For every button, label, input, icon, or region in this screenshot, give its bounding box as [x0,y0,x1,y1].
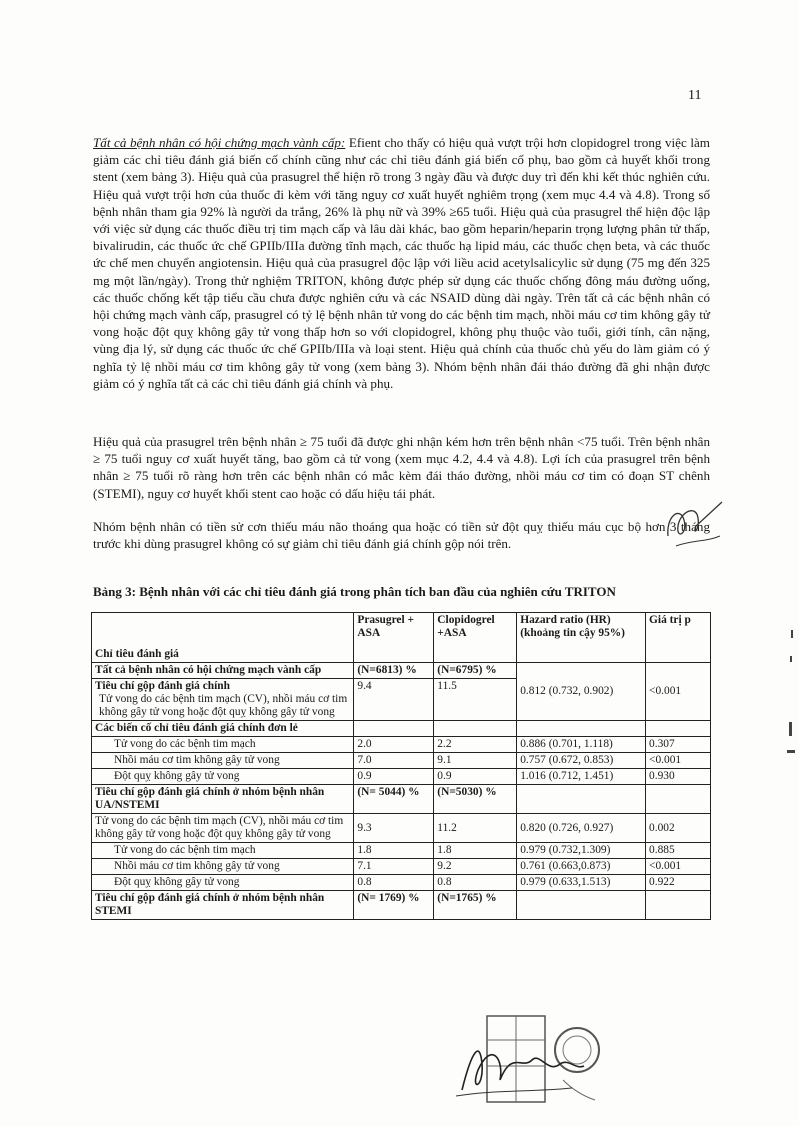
table-row [92,875,711,891]
table-row [92,737,711,753]
cell-hazard-ratio: 0.761 (0.663,0.873) [517,859,646,875]
handwritten-initials [662,496,732,554]
cell-hazard-ratio: 0.812 (0.732, 0.902) [517,663,646,721]
cell-clopidogrel [434,721,517,737]
table-row [92,859,711,875]
cell-hazard-ratio [517,721,646,737]
paragraph-lead: Tất cả bệnh nhân có hội chứng mạch vành cấp: [93,135,346,150]
row-label: Tất cả bệnh nhân có hội chứng mạch vành cấp [92,663,354,679]
cell-prasugrel: (N=6813) % [354,663,434,679]
cell-prasugrel: 7.1 [354,859,434,875]
row-label: Tử vong do các bệnh tim mạch [92,843,354,859]
cell-prasugrel: 9.3 [354,814,434,843]
header-endpoint: Chỉ tiêu đánh giá [92,613,354,663]
cell-p-value: <0.001 [646,753,711,769]
cell-p-value: 0.930 [646,769,711,785]
table-row [92,769,711,785]
cell-p-value: <0.001 [646,859,711,875]
cell-p-value: 0.307 [646,737,711,753]
row-label: Nhồi máu cơ tim không gây tử vong [92,859,354,875]
row-label-main: Tiêu chí gộp đánh giá chính [95,680,230,692]
header-hazard-ratio: Hazard ratio (HR) (khoảng tin cậy 95%) [517,613,646,663]
table-row [92,891,711,920]
handwritten-signature [452,1030,592,1102]
cell-clopidogrel: 0.9 [434,769,517,785]
row-label: Đột quỵ không gây tử vong [92,875,354,891]
header-prasugrel: Prasugrel + ASA [354,613,434,663]
cell-hazard-ratio: 0.886 (0.701, 1.118) [517,737,646,753]
cell-p-value: 0.922 [646,875,711,891]
cell-p-value: 0.002 [646,814,711,843]
cell-clopidogrel: 9.2 [434,859,517,875]
row-label [92,679,354,721]
page-number: 11 [688,88,702,103]
table-header-row [92,613,711,663]
table-row [92,753,711,769]
paragraph-body: Efient cho thấy có hiệu quả vượt trội hơn clopidogrel trong việc làm giảm các chỉ tiêu đánh giá biến cố chính cũng như các chỉ tiêu đánh giá biến cố phụ, bao gồm cả huyết khối trong stent (xem bảng 3). Hiệu quả của prasugrel thể hiện rõ trong 3 ngày đầu và được duy trì đến khi kết thúc nghiên cứu. Hiệu quả vượt trội hơn của thuốc đi kèm với tăng nguy cơ xuất huyết nghiêm trọng (xem mục 4.4 và 4.8). Trong số bệnh nhân tham gia 92% là người da trắng, 26% là phụ nữ và 39% ≥65 tuổi. Hiệu quả của prasugrel thể hiện độc lập với việc sử dụng các thuốc điều trị tim mạch cấp và lâu dài khác, bao gồm heparin/heparin trọng lượng phân tử thấp, bivalirudin, các thuốc ức chế GPIIb/IIIa đường tĩnh mạch, các thuốc hạ lipid máu, các thuốc chẹn beta, và các thuốc ức chế men chuyển angiotensin. Hiệu quả của prasugrel độc lập với liều acid acetylsalicylic sử dụng (75 mg đến 325 mg một lần/ngày). Trong thử nghiệm TRITON, không được phép sử dụng các thuốc chống đông máu đường uống, các thuốc chống kết tập tiểu cầu chưa được nghiên cứu và các NSAID dùng dài ngày. Trên tất cả các bệnh nhân có hội chứng mạch vành cấp, prasugrel có tỷ lệ bệnh nhân tử vong do các bệnh tim mạch, nhồi máu cơ tim không gây tử vong hoặc đột quỵ không gây tử vong thấp hơn so với clopidogrel, không phụ thuộc vào tuổi, giới tính, cân nặng, vùng địa lý, sử dụng các thuốc ức chế GPIIb/IIIa và loại stent. Hiệu quả chính của thuốc chủ yếu do làm giảm có ý nghĩa tỷ lệ nhồi máu cơ tim không gây tử vong (xem bảng 3). Nhóm bệnh nhân đái tháo đường đã ghi nhận được giảm có ý nghĩa tất cả các chỉ tiêu đánh giá chính và phụ. [93,135,710,391]
cell-prasugrel [354,721,434,737]
cell-hazard-ratio: 0.820 (0.726, 0.927) [517,814,646,843]
paragraph-acs-efficacy [93,134,710,392]
header-clopidogrel: Clopidogrel +ASA [434,613,517,663]
row-label-sub: Tử vong do các bệnh tim mạch (CV), nhồi máu cơ tim không gây tử vong hoặc đột quỵ không gây tử vong [99,693,348,718]
paragraph-elderly: Hiệu quả của prasugrel trên bệnh nhân ≥ 75 tuổi đã được ghi nhận kém hơn trên bệnh nhân <75 tuổi. Trên bệnh nhân ≥ 75 tuổi nguy cơ xuất huyết tăng, bao gồm cả tử vong (xem mục 4.2, 4.4 và 4.8). Lợi ích của prasugrel trên bệnh nhân ≥ 75 tuổi rõ ràng hơn trên các bệnh nhân có mắc kèm đái tháo đường, nhồi máu cơ tim có đoạn ST chênh (STEMI), nguy cơ huyết khối stent cao hoặc có dấu hiệu tái phát. [93,434,710,501]
cell-hazard-ratio [517,785,646,814]
cell-p-value [646,891,711,920]
triton-results-table [91,612,711,920]
paragraph-stroke-history: Nhóm bệnh nhân có tiền sử cơn thiếu máu não thoáng qua hoặc có tiền sử đột quỵ thiếu máu cục bộ hơn 3 tháng trước khi dùng prasugrel không có sự giảm chỉ tiêu đánh giá chính gộp nói trên. [93,519,710,552]
cell-clopidogrel: 0.8 [434,875,517,891]
cell-hazard-ratio: 0.979 (0.732,1.309) [517,843,646,859]
cell-hazard-ratio [517,891,646,920]
cell-clopidogrel: 11.5 [434,679,517,721]
table-title: Bảng 3: Bệnh nhân với các chỉ tiêu đánh giá trong phân tích ban đầu của nghiên cứu TRITON [93,584,616,599]
row-label: Các biến cố chỉ tiêu đánh giá chính đơn lẻ [92,721,354,737]
cell-p-value: 0.885 [646,843,711,859]
cell-prasugrel: 2.0 [354,737,434,753]
table-row [92,721,711,737]
cell-p-value [646,721,711,737]
table-row [92,814,711,843]
cell-prasugrel: 7.0 [354,753,434,769]
cell-prasugrel: 9.4 [354,679,434,721]
row-label: Tiêu chí gộp đánh giá chính ở nhóm bệnh nhân STEMI [92,891,354,920]
cell-p-value: <0.001 [646,663,711,721]
cell-prasugrel: (N= 5044) % [354,785,434,814]
row-label: Tử vong do các bệnh tim mạch (CV), nhồi máu cơ tim không gây tử vong hoặc đột quỵ không gây tử vong [92,814,354,843]
row-label: Đột quỵ không gây tử vong [92,769,354,785]
cell-hazard-ratio: 1.016 (0.712, 1.451) [517,769,646,785]
cell-p-value [646,785,711,814]
cell-prasugrel: 1.8 [354,843,434,859]
cell-clopidogrel: 1.8 [434,843,517,859]
table-row [92,843,711,859]
cell-clopidogrel: 9.1 [434,753,517,769]
cell-prasugrel: (N= 1769) % [354,891,434,920]
cell-clopidogrel: 2.2 [434,737,517,753]
cell-prasugrel: 0.8 [354,875,434,891]
cell-clopidogrel: 11.2 [434,814,517,843]
cell-clopidogrel: (N=5030) % [434,785,517,814]
row-label: Tử vong do các bệnh tim mạch [92,737,354,753]
cell-hazard-ratio: 0.979 (0.633,1.513) [517,875,646,891]
header-p-value: Giá trị p [646,613,711,663]
table-row [92,663,711,679]
margin-marks [785,630,797,770]
row-label: Tiêu chí gộp đánh giá chính ở nhóm bệnh nhân UA/NSTEMI [92,785,354,814]
cell-clopidogrel: (N=1765) % [434,891,517,920]
cell-hazard-ratio: 0.757 (0.672, 0.853) [517,753,646,769]
cell-clopidogrel: (N=6795) % [434,663,517,679]
row-label: Nhồi máu cơ tim không gây tử vong [92,753,354,769]
table-row [92,785,711,814]
cell-prasugrel: 0.9 [354,769,434,785]
